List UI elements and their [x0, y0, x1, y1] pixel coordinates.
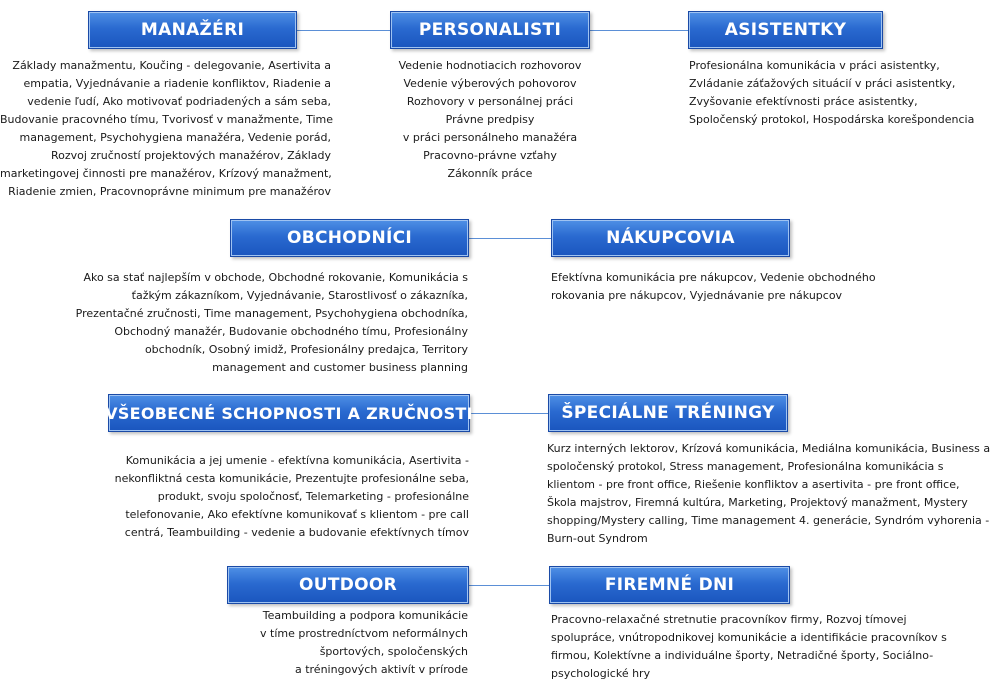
personalisti-line: Vedenie hodnotiacich rozhovorov — [398, 59, 582, 72]
vseobecne-line: Komunikácia a jej umenie - efektívna komunikácia, Asertivita - — [125, 454, 469, 467]
personalisti-line: v práci personálneho manažéra — [402, 131, 578, 144]
specialne-header[interactable]: ŠPECIÁLNE TRÉNINGY — [548, 394, 788, 432]
personalisti-header[interactable]: PERSONALISTI — [390, 11, 590, 49]
obchodnici-line: management and customer business planning — [212, 361, 468, 374]
outdoor-description — [240, 607, 468, 679]
vseobecne-header[interactable]: VŠEOBECNÉ SCHOPNOSTI A ZRUČNOSTI — [108, 394, 470, 432]
specialne-line: Kurz interných lektorov, Krízová komunikácia, Mediálna komunikácia, Business a — [547, 442, 991, 455]
asistentky-line: Zvládanie záťažových situácií v práci asistentky, — [689, 77, 956, 90]
connector-outdoor-firemne — [469, 585, 549, 586]
outdoor-line: športových, spoločenských — [319, 645, 468, 658]
specialne-line: spoločenský protokol, Stress management, Profesionálna komunikácia s — [547, 460, 944, 473]
manazeri-line: Riadenie zmien, Pracovnoprávne minimum pre manažérov — [8, 185, 331, 198]
manazeri-line: Základy manažmentu, Koučing - delegovanie, Asertivita a — [12, 59, 331, 72]
personalisti-description — [380, 57, 600, 183]
personalisti-line: Vedenie výberových pohovorov — [403, 77, 577, 90]
connector-obchodnici-nakupcovia — [469, 238, 551, 239]
personalisti-line: Rozhovory v personálnej práci — [406, 95, 574, 108]
outdoor-line: v tíme prostredníctvom neformálnych — [260, 627, 468, 640]
outdoor-line: a tréningových aktivít v prírode — [294, 663, 468, 676]
specialne-description — [547, 440, 991, 548]
vseobecne-line: produkt, svoju spoločnosť, Telemarketing - profesionálne — [157, 490, 469, 503]
firemne-line: psychologické hry — [551, 667, 651, 680]
obchodnici-description — [60, 269, 468, 377]
connector-vseobecne-specialne — [470, 413, 548, 414]
asistentky-header[interactable]: ASISTENTKY — [688, 11, 883, 49]
personalisti-line: Právne predpisy — [445, 113, 535, 126]
nakupcovia-line: Efektívna komunikácia pre nákupcov, Vedenie obchodného — [551, 271, 876, 284]
obchodnici-line: Prezentačné zručnosti, Time management, Psychohygiena obchodníka, — [75, 307, 468, 320]
connector-personalisti-asistentky — [590, 30, 688, 31]
obchodnici-line: Obchodný manažér, Budovanie obchodného tímu, Profesionálny — [114, 325, 468, 338]
vseobecne-description — [80, 452, 469, 542]
obchodnici-line: obchodník, Osobný imidž, Profesionálny predajca, Territory — [144, 343, 468, 356]
asistentky-line: Spoločenský protokol, Hospodárska korešpondencia — [689, 113, 975, 126]
nakupcovia-header[interactable]: NÁKUPCOVIA — [551, 219, 790, 257]
asistentky-line: Zvyšovanie efektívnosti práce asistentky, — [689, 95, 918, 108]
manazeri-line: management, Psychohygiena manažéra, Vedenie porád, — [19, 131, 331, 144]
specialne-line: Burn-out Syndrom — [547, 532, 648, 545]
specialne-line: shopping/Mystery calling, Time management 4. generácie, Syndróm vyhorenia - — [547, 514, 990, 527]
asistentky-description — [689, 57, 989, 129]
specialne-line: Škola majstrov, Firemná kultúra, Marketing, Projektový manažment, Mystery — [547, 496, 968, 509]
firemne-line: spolupráce, vnútropodnikovej komunikácie a identifikácie pracovníkov s — [551, 631, 947, 644]
obchodnici-line: Ako sa stať najlepším v obchode, Obchodné rokovanie, Komunikácia s — [83, 271, 468, 284]
manazeri-header[interactable]: MANAŽÉRI — [88, 11, 297, 49]
personalisti-line: Pracovno-právne vzťahy — [423, 149, 557, 162]
nakupcovia-description — [551, 269, 951, 305]
vseobecne-line: centrá, Teambuilding - vedenie a budovanie efektívnych tímov — [124, 526, 469, 539]
asistentky-line: Profesionálna komunikácia v práci asistentky, — [689, 59, 940, 72]
connector-manazeri-personalisti — [297, 30, 390, 31]
firemne-description — [551, 611, 981, 683]
vseobecne-line: telefonovanie, Ako efektívne komunikovať s klientom - pre call — [125, 508, 469, 521]
firemne-line: firmou, Kolektívne a individuálne športy, Netradičné športy, Sociálno- — [551, 649, 934, 662]
manazeri-line: vedenie ľudí, Ako motivovať podriadených a sám seba, — [27, 95, 331, 108]
manazeri-line: Budovanie pracovného tímu, Tvorivosť v manažmente, Time — [0, 113, 334, 126]
manazeri-line: empatia, Vyjednávanie a riadenie konfliktov, Riadenie a — [23, 77, 331, 90]
obchodnici-header[interactable]: OBCHODNÍCI — [230, 219, 469, 257]
personalisti-line: Zákonník práce — [447, 167, 533, 180]
manazeri-line: marketingovej činnosti pre manažérov, Krízový manažment, — [0, 167, 332, 180]
manazeri-description — [0, 57, 334, 201]
manazeri-line: Rozvoj zručností projektových manažérov, Základy — [51, 149, 331, 162]
firemne-header[interactable]: FIREMNÉ DNI — [549, 566, 790, 604]
obchodnici-line: ťažkým zákazníkom, Vyjednávanie, Starostlivosť o zákazníka, — [131, 289, 468, 302]
nakupcovia-line: rokovania pre nákupcov, Vyjednávanie pre nákupcov — [551, 289, 843, 302]
outdoor-line: Teambuilding a podpora komunikácie — [262, 609, 468, 622]
vseobecne-line: nekonfliktná cesta komunikácie, Prezentujte profesionálne seba, — [114, 472, 469, 485]
specialne-line: klientom - pre front office, Riešenie konfliktov a asertivita - pre front office, — [547, 478, 960, 491]
firemne-line: Pracovno-relaxačné stretnutie pracovníkov firmy, Rozvoj tímovej — [551, 613, 907, 626]
outdoor-header[interactable]: OUTDOOR — [227, 566, 469, 604]
